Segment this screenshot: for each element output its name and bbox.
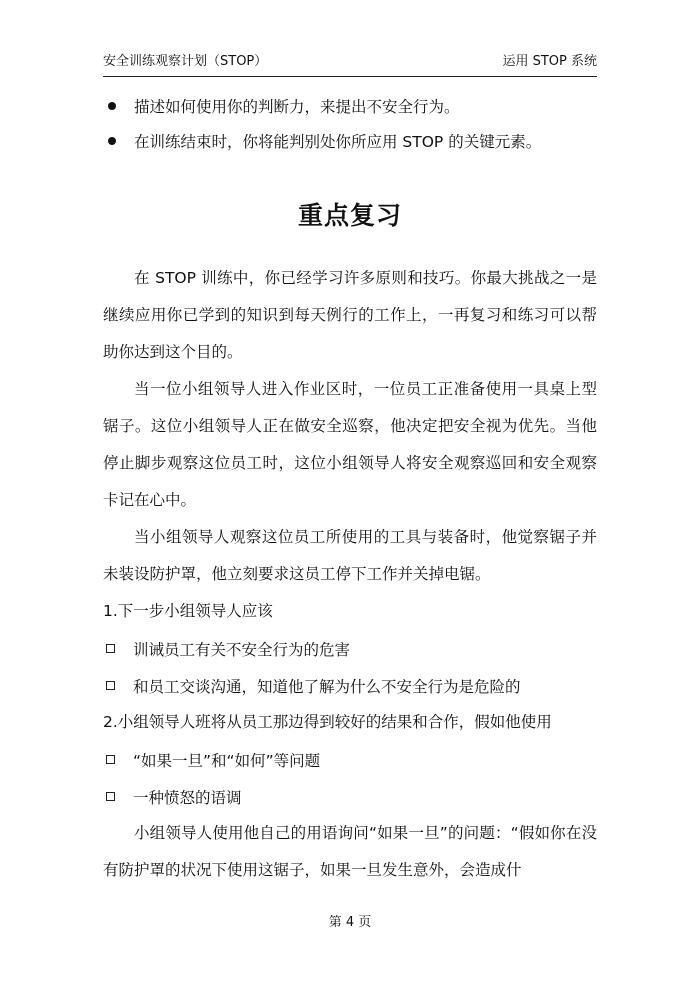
question-2-option[interactable]: [103, 741, 597, 778]
option-text: 和员工交谈沟通，知道他了解为什么不安全行为是危险的: [133, 677, 521, 696]
checkbox-icon[interactable]: [106, 792, 115, 801]
question-2-option[interactable]: [103, 778, 597, 815]
question-2-text: 2.小组领导人班将从员工那边得到较好的结果和合作，假如他使用: [103, 713, 552, 731]
checkbox-icon[interactable]: [106, 681, 115, 690]
header-right-title: 运用 STOP 系统: [502, 54, 597, 69]
option-text: 一种愤怒的语调: [133, 788, 242, 807]
checkbox-icon[interactable]: [106, 755, 115, 764]
checkbox-icon[interactable]: [106, 644, 115, 653]
question-1-text: 1.下一步小组领导人应该: [103, 602, 273, 620]
page-content: [103, 88, 597, 889]
bullet-text: 描述如何使用你的判断力，来提出不安全行为。: [134, 97, 460, 116]
section-title: 重点复习: [297, 201, 402, 230]
page-number: 第 4 页: [328, 915, 372, 930]
option-text: 训诫员工有关不安全行为的危害: [133, 640, 351, 659]
bullet-text: 在训练结束时，你将能判别处你所应用 STOP 的关键元素。: [134, 132, 542, 151]
bullet-dot-icon: [108, 102, 116, 110]
bullet-dot-icon: [108, 137, 116, 145]
question-1-option[interactable]: [103, 667, 597, 704]
body-paragraph: 在 STOP 训练中，你已经学习许多原则和技巧。你最大挑战之一是继续应用你已学到的知识到每天例行的工作上，一再复习和练习可以帮助你达到这个目的。: [103, 269, 597, 361]
bullet-item: [103, 88, 597, 123]
closing-paragraph: 小组领导人使用他自己的用语询问“如果一旦”的问题：“假如你在没有防护罩的状况下使用这锯子，如果一旦发生意外，会造成什: [103, 824, 597, 879]
page-header: [103, 50, 597, 77]
bullet-item: [103, 123, 597, 158]
header-left-title: 安全训练观察计划（STOP）: [103, 54, 268, 69]
question-1-option[interactable]: [103, 630, 597, 667]
option-text: “如果一旦”和“如何”等问题: [133, 751, 321, 770]
body-paragraph: 当小组领导人观察这位员工所使用的工具与装备时，他觉察锯子并未装设防护罩，他立刻要求这员工停下工作并关掉电锯。: [103, 528, 597, 583]
body-paragraph: 当一位小组领导人进入作业区时，一位员工正准备使用一具桌上型锯子。这位小组领导人正在做安全巡察，他决定把安全视为优先。当他停止脚步观察这位员工时，这位小组领导人将安全观察巡回和安全观察卡记在心中。: [103, 380, 597, 509]
